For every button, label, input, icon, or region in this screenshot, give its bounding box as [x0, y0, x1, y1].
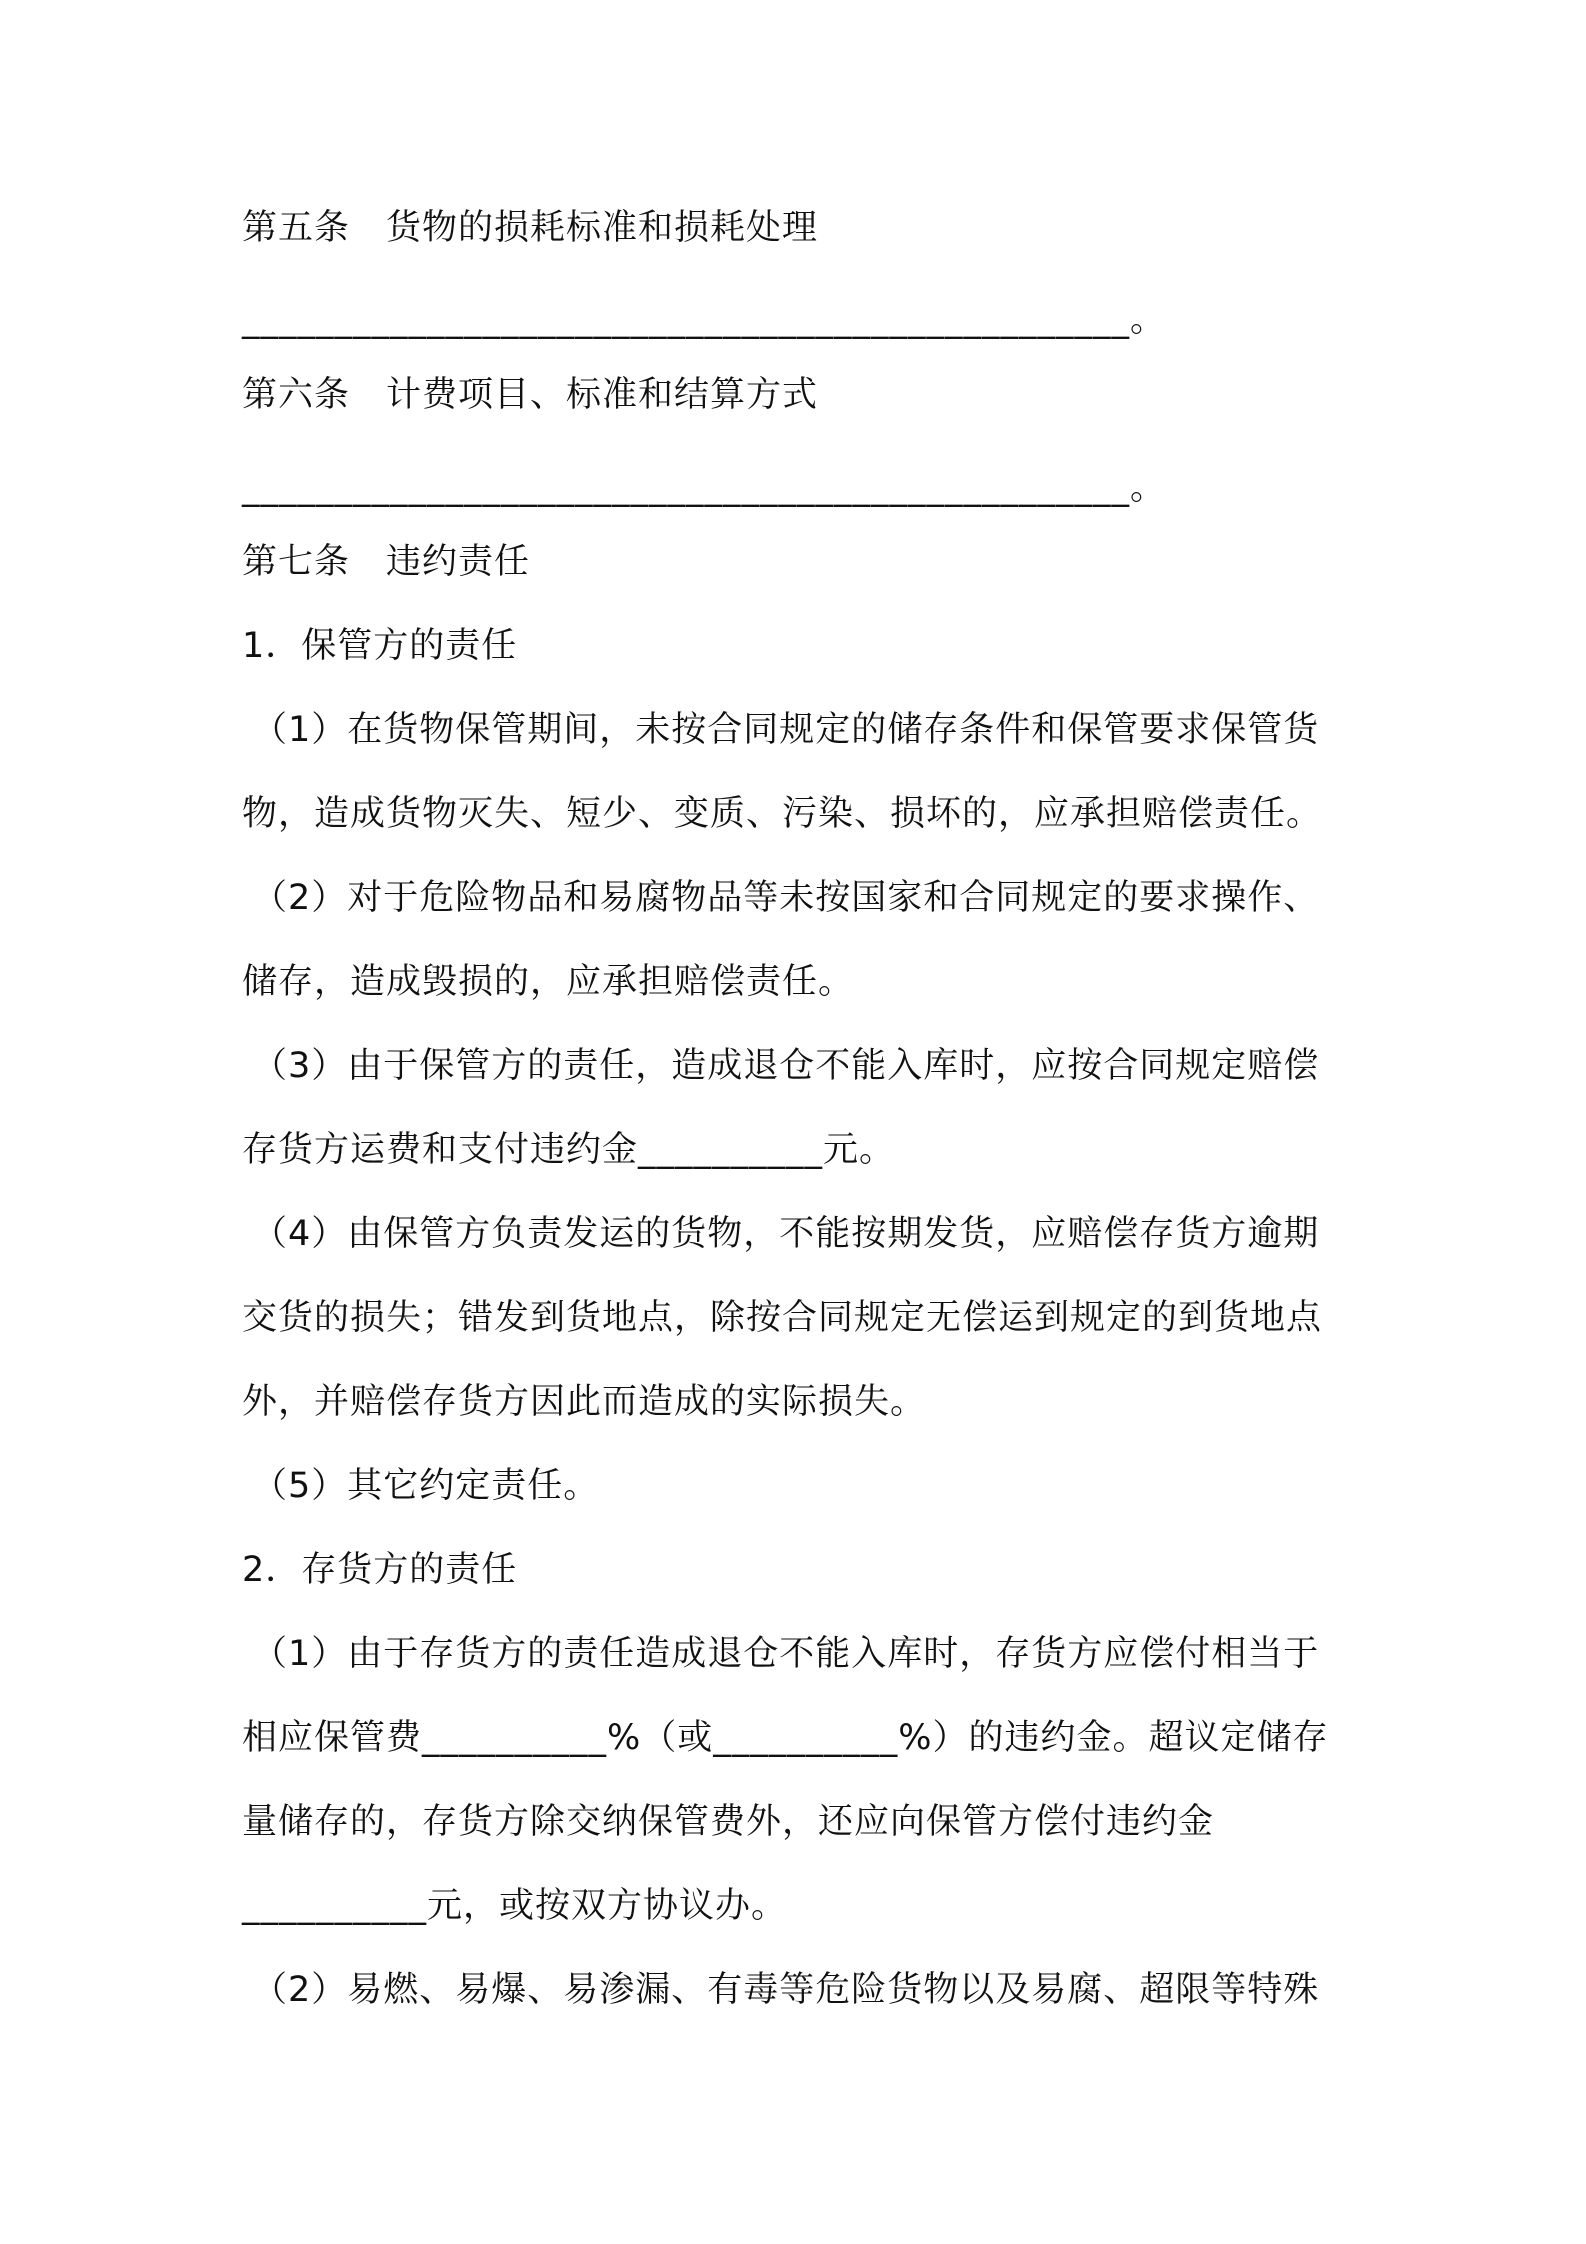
- section2-item1-line3: 量储存的，存货方除交纳保管费外，还应向保管方偿付违约金: [242, 1802, 1215, 1842]
- section2-item1-line1: （1）由于存货方的责任造成退仓不能入库时，存货方应偿付相当于: [252, 1634, 1320, 1674]
- article7-heading: 第七条 违约责任: [242, 542, 531, 582]
- section1-item4-line1: （4）由保管方负责发运的货物，不能按期发货，应赔偿存货方逾期: [252, 1214, 1320, 1254]
- article6-blank-line: ________________________________________________。: [242, 468, 1167, 508]
- article5-blank-line: ________________________________________________。: [242, 300, 1167, 340]
- section2-title: 2．存货方的责任: [242, 1550, 518, 1590]
- section2-item1-line2: 相应保管费__________%（或__________%）的违约金。超议定储存: [242, 1718, 1329, 1758]
- section1-item5-line1: （5）其它约定责任。: [252, 1466, 600, 1506]
- section1-item2-line1: （2）对于危险物品和易腐物品等未按国家和合同规定的要求操作、: [252, 878, 1320, 918]
- article5-heading: 第五条 货物的损耗标准和损耗处理: [242, 208, 819, 248]
- section1-item3-line1: （3）由于保管方的责任，造成退仓不能入库时，应按合同规定赔偿: [252, 1046, 1320, 1086]
- section1-title: 1．保管方的责任: [242, 626, 518, 666]
- section2-item1-line4: __________元，或按双方协议办。: [242, 1886, 788, 1926]
- article6-heading: 第六条 计费项目、标准和结算方式: [242, 375, 819, 415]
- section1-item4-line3: 外，并赔偿存货方因此而造成的实际损失。: [242, 1382, 927, 1422]
- section2-item2-line1: （2）易燃、易爆、易渗漏、有毒等危险货物以及易腐、超限等特殊: [252, 1970, 1320, 2010]
- section1-item1-line1: （1）在货物保管期间，未按合同规定的储存条件和保管要求保管货: [252, 710, 1320, 750]
- section1-item1-line2: 物，造成货物灭失、短少、变质、污染、损坏的，应承担赔偿责任。: [242, 794, 1323, 834]
- section1-item2-line2: 储存，造成毁损的，应承担赔偿责任。: [242, 962, 855, 1002]
- section1-item3-line2: 存货方运费和支付违约金__________元。: [242, 1130, 896, 1170]
- section1-item4-line2: 交货的损失；错发到货地点，除按合同规定无偿运到规定的到货地点: [242, 1298, 1323, 1338]
